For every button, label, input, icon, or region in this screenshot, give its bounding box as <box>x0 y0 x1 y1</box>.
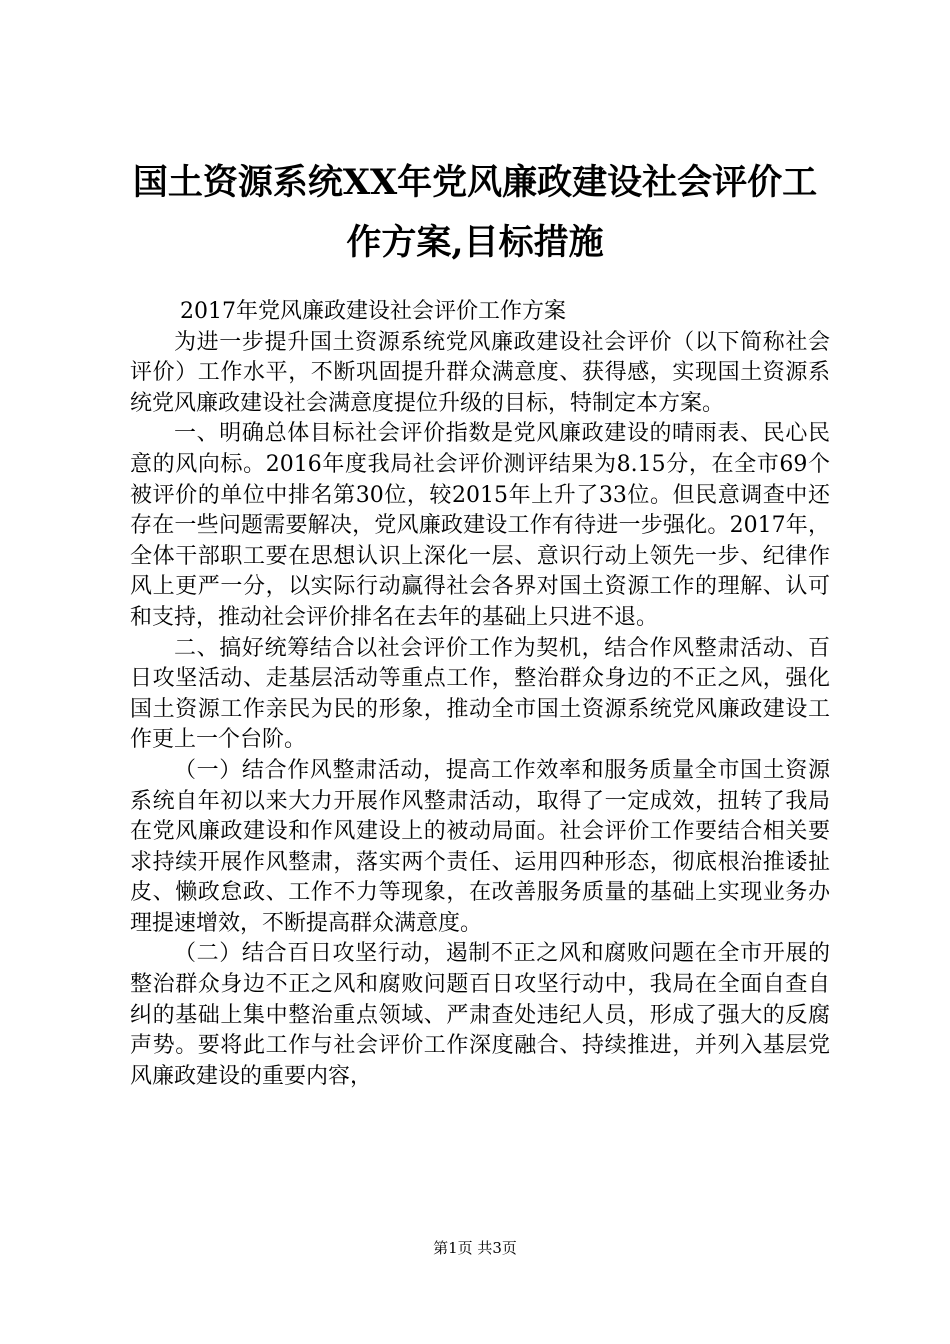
paragraph: 一、明确总体目标社会评价指数是党风廉政建设的晴雨表、民心民意的风向标。2016年度我局社会评价测评结果为8.15分，在全市69个被评价的单位中排名第30位，较2015年上升了33位。但民意调查中还存在一些问题需要解决，党风廉政建设工作有待进一步强化。2017年，全体干部职工要在思想认识上深化一层、意识行动上领先一步、纪律作风上更严一分，以实际行动赢得社会各界对国土资源工作的理解、认可和支持，推动社会评价排名在去年的基础上只进不退。 <box>130 421 830 630</box>
document-title-line-2: 作方案,目标措施 <box>346 222 604 263</box>
paragraph: 为进一步提升国土资源系统党风廉政建设社会评价（以下简称社会评价）工作水平，不断巩固提升群众满意度、获得感，实现国土资源系统党风廉政建设社会满意度提位升级的目标，特制定本方案。 <box>130 329 830 416</box>
paragraph: 二、搞好统筹结合以社会评价工作为契机，结合作风整肃活动、百日攻坚活动、走基层活动等重点工作，整治群众身边的不正之风，强化国土资源工作亲民为民的形象，推动全市国土资源系统党风廉政建设工作更上一个台阶。 <box>130 635 830 753</box>
document-subtitle: 2017年党风廉政建设社会评价工作方案 <box>180 299 566 324</box>
paragraph: （一）结合作风整肃活动，提高工作效率和服务质量全市国土资源系统自年初以来大力开展作风整肃活动，取得了一定成效，扭转了我局在党风廉政建设和作风建设上的被动局面。社会评价工作要结合相关要求持续开展作风整肃，落实两个责任、运用四种形态，彻底根治推诿扯皮、懒政怠政、工作不力等现象，在改善服务质量的基础上实现业务办理提速增效，不断提高群众满意度。 <box>130 757 830 936</box>
paragraph: （二）结合百日攻坚行动，遏制不正之风和腐败问题在全市开展的整治群众身边不正之风和腐败问题百日攻坚行动中，我局在全面自查自纠的基础上集中整治重点领域、严肃查处违纪人员，形成了强大的反腐声势。要将此工作与社会评价工作深度融合、持续推进，并列入基层党风廉政建设的重要内容， <box>130 941 830 1089</box>
page-footer: 第1页 共3页 <box>433 1239 517 1257</box>
document-title-line-1: 国土资源系统XX年党风廉政建设社会评价工 <box>132 162 818 203</box>
document-body <box>130 297 830 1092</box>
